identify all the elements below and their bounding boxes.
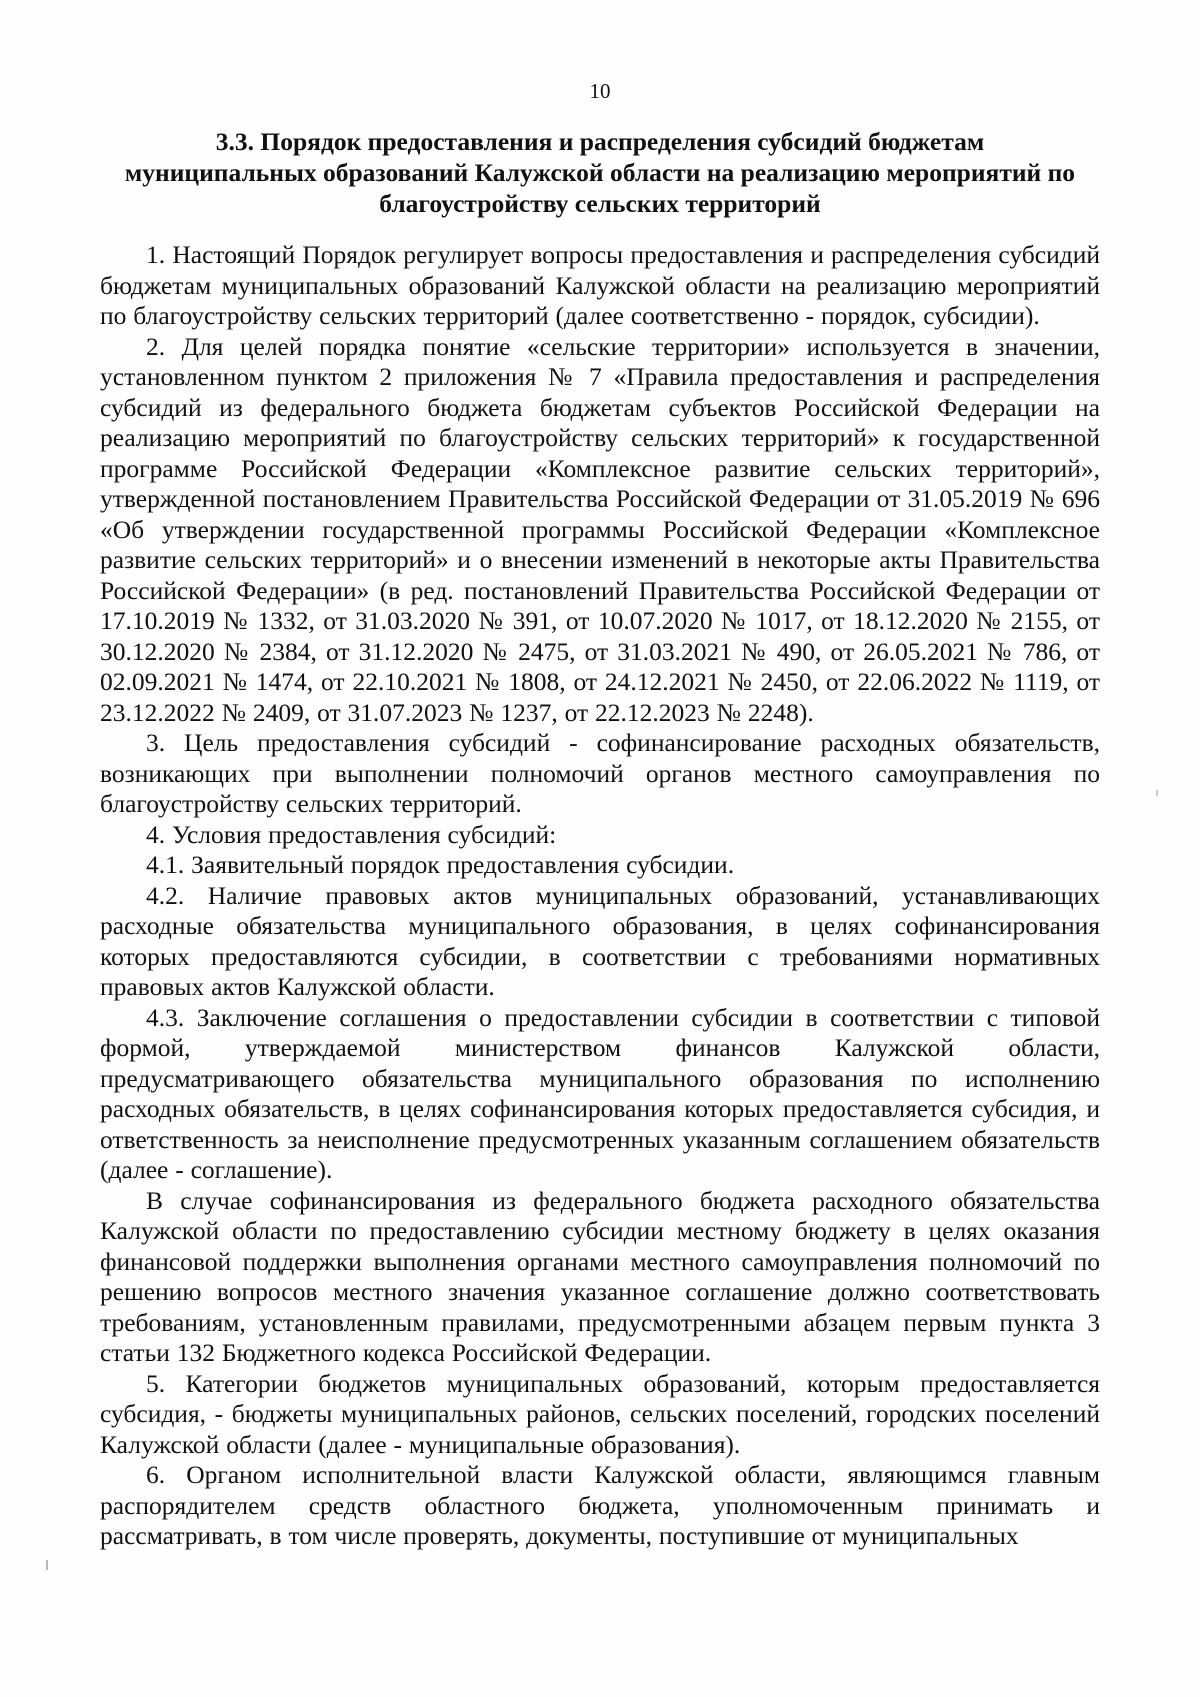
- paragraph-6: 6. Органом исполнительной власти Калужской области, являющимся главным распорядителем средств областного бюджета, уполномоченным принимать и рассматривать, в том числе проверять, документы, поступившие от муниципальных: [100, 1460, 1100, 1550]
- section-heading: [100, 126, 1100, 219]
- section-heading-line: муниципальных образований Калужской области на реализацию мероприятий по: [124, 158, 1076, 187]
- section-heading-line: 3.3. Порядок предоставления и распределения субсидий бюджетам: [215, 127, 985, 156]
- section-heading-line: благоустройству сельских территорий: [379, 189, 821, 218]
- scan-margin-mark: [1156, 790, 1158, 796]
- page-number: 10: [589, 79, 611, 103]
- paragraph-4-3: 4.3. Заключение соглашения о предоставлении субсидии в соответствии с типовой формой, утверждаемой министерством финансов Калужской области, предусматривающего обязательства муниципального образования по исполнению расходных обязательств, в целях софинансирования которых предоставляется субсидия, и ответственность за неисполнение предусмотренных указанным соглашением обязательств (далее - соглашение).: [100, 1002, 1100, 1184]
- paragraph-5: 5. Категории бюджетов муниципальных образований, которым предоставляется субсидия, - бюджеты муниципальных районов, сельских поселений, городских поселений Калужской области (далее - муниципальные образования).: [100, 1368, 1100, 1459]
- paragraph-1: 1. Настоящий Порядок регулирует вопросы предоставления и распределения субсидий бюджетам муниципальных образований Калужской области на реализацию мероприятий по благоустройству сельских территорий (далее соответственно - порядок, субсидии).: [100, 240, 1100, 330]
- paragraph-4-2: 4.2. Наличие правовых актов муниципальных образований, устанавливающих расходные обязательства муниципального образования, в целях софинансирования которых предоставляются субсидии, в соответствии с требованиями нормативных правовых актов Калужской области.: [100, 880, 1100, 1001]
- document-body: [100, 240, 1100, 1552]
- paragraph-federal-cofinancing: В случае софинансирования из федерального бюджета расходного обязательства Калужской области по предоставлению субсидии местному бюджету в целях оказания финансовой поддержки выполнения органами местного самоуправления полномочий по решению вопросов местного значения указанное соглашение должно соответствовать требованиям, установленным правилами, предусмотренными абзацем первым пункта 3 статьи 132 Бюджетного кодекса Российской Федерации.: [100, 1185, 1100, 1367]
- paragraph-4-1: 4.1. Заявительный порядок предоставления субсидии.: [146, 850, 735, 879]
- paragraph-2: 2. Для целей порядка понятие «сельские территории» используется в значении, установленном пунктом 2 приложения № 7 «Правила предоставления и распределения субсидий из федерального бюджета бюджетам субъектов Российской Федерации на реализацию мероприятий по благоустройству сельских территорий» к государственной программе Российской Федерации «Комплексное развитие сельских территорий», утвержденной постановлением Правительства Российской Федерации от 31.05.2019 № 696 «Об утверждении государственной программы Российской Федерации «Комплексное развитие сельских территорий» и о внесении изменений в некоторые акты Правительства Российской Федерации» (в ред. постановлений Правительства Российской Федерации от 17.10.2019 № 1332, от 31.03.2020 № 391, от 10.07.2020 № 1017, от 18.12.2020 № 2155, от 30.12.2020 № 2384, от 31.12.2020 № 2475, от 31.03.2021 № 490, от 26.05.2021 № 786, от 02.09.2021 № 1474, от 22.10.2021 № 1808, от 24.12.2021 № 2450, от 22.06.2022 № 1119, от 23.12.2022 № 2409, от 31.07.2023 № 1237, от 22.12.2023 № 2248).: [100, 331, 1100, 727]
- scan-margin-mark: [46, 1560, 48, 1570]
- paragraph-3: 3. Цель предоставления субсидий - софинансирование расходных обязательств, возникающих при выполнении полномочий органов местного самоуправления по благоустройству сельских территорий.: [100, 728, 1100, 818]
- paragraph-4: 4. Условия предоставления субсидий:: [146, 819, 557, 849]
